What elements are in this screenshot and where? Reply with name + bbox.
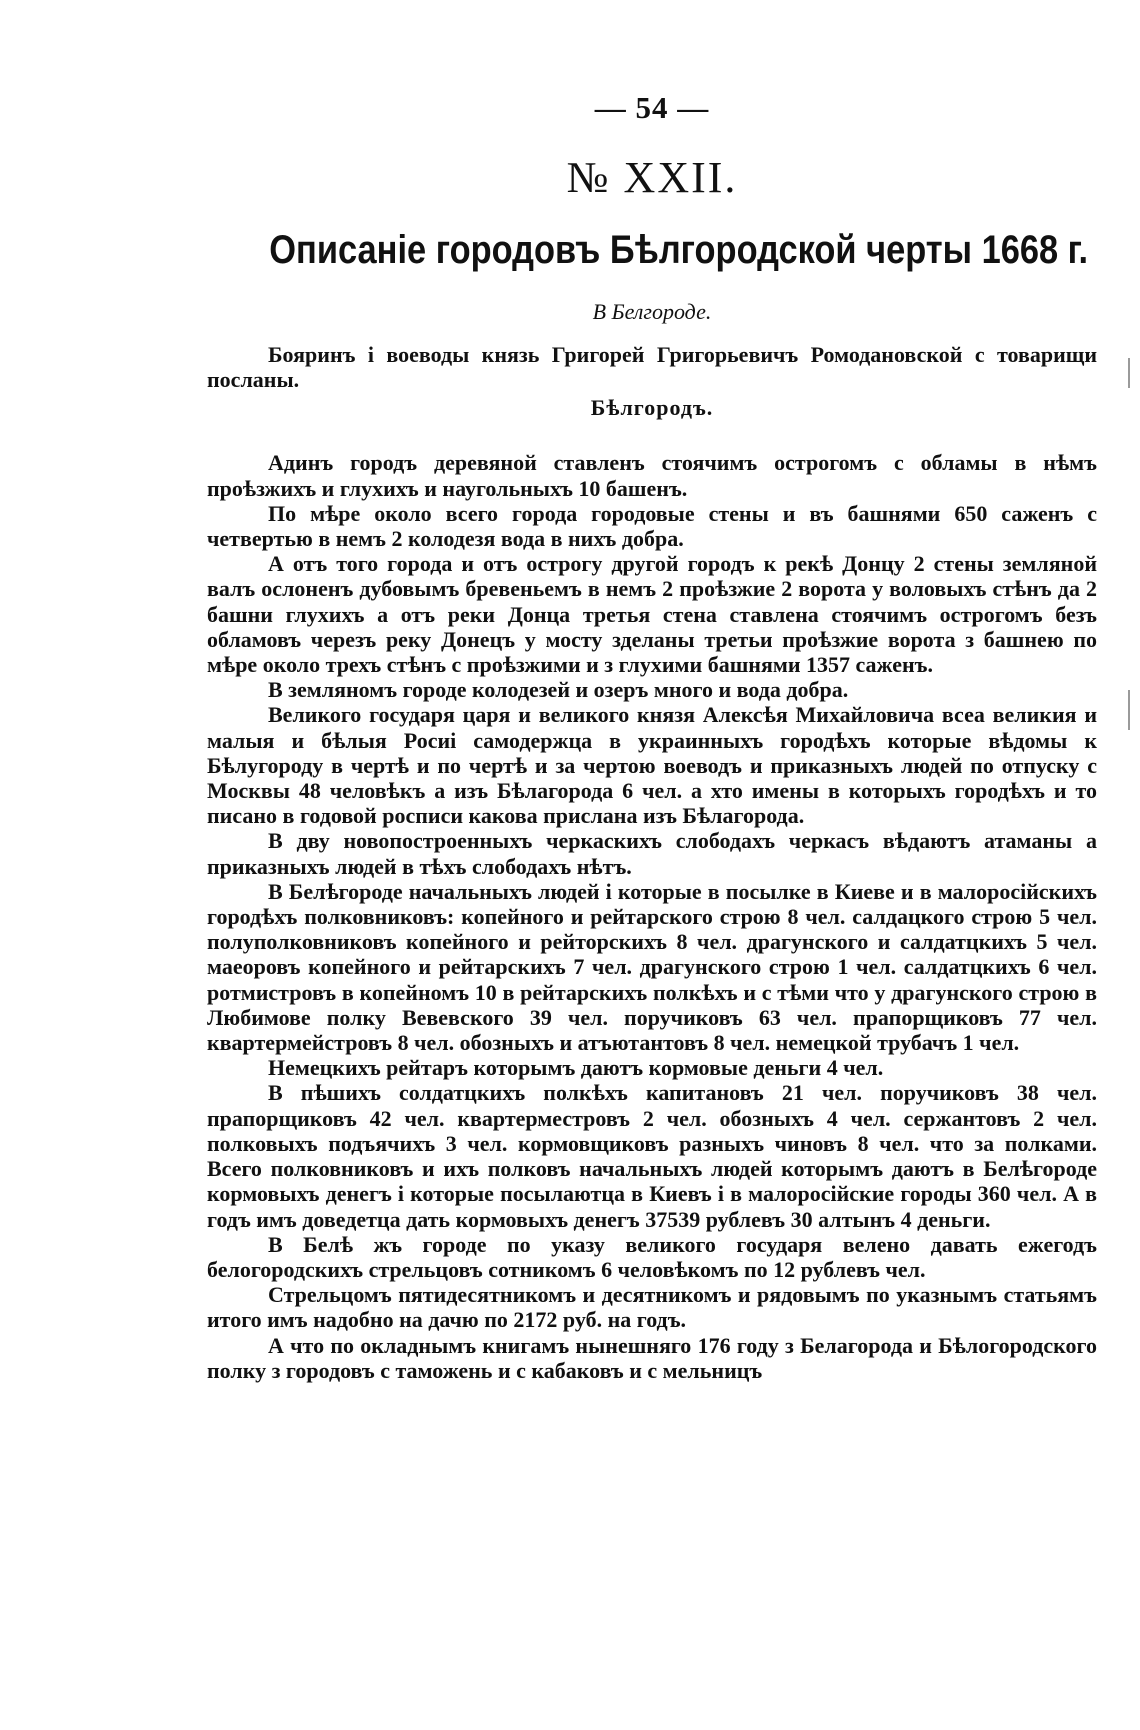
- paragraph: А отъ того города и отъ острогу другой городъ к рекѣ Донцу 2 стены земляной валъ ослоненъ дубовымъ бревеньемъ в немъ 2 проѣзжие 2 ворота у воловыхъ стѣнъ да 2 башни глухихъ а отъ реки Донца третья стена ставлена стоячимъ острогомъ безъ обламовъ черезъ реку Донецъ у мосту зделаны третьи проѣзжие ворота з башнею по мѣре около трехъ стѣнъ с проѣзжими и з глухими башнями 1357 саженъ.: [207, 551, 1097, 678]
- intro-paragraph: Бояринъ і воеводы князь Григорей Григорьевичъ Ромодановской с товарищи посланы.: [207, 342, 1097, 393]
- paragraph: В дву новопостроенныхъ черкаскихъ слободахъ черкасъ вѣдаютъ атаманы а приказныхъ людей в тѣхъ слободахъ нѣтъ.: [207, 828, 1097, 879]
- page-number: — 54 —: [594, 90, 710, 125]
- document-page: [207, 88, 1097, 1383]
- paragraph: В Белѣгороде начальныхъ людей і которые в посылке в Киеве и в малоросійскихъ городѣхъ полковниковъ: копейного и рейтарского строю 8 чел. салдацкого строю 5 чел. полуполковниковъ копейного и рейторскихъ 8 чел. драгунского и салдатцкихъ 5 чел. маеоровъ копейного и рейтарскихъ 7 чел. драгунского строю 1 чел. салдатцкихъ 6 чел. ротмистровъ в копейномъ 10 в рейтарскихъ полкѣхъ и с тѣми что у драгунского строю в Любимове полку Вевевского 39 чел. поручиковъ 63 чел. прапорщиковъ 77 чел. квартермейстровъ 8 чел. обозныхъ и атъютантовъ 8 чел. немецкой трубачъ 1 чел.: [207, 878, 1097, 1056]
- location-heading: В Белгороде.: [592, 299, 712, 324]
- scan-edge-mark: [1128, 690, 1130, 730]
- paragraph: По мѣре около всего города городовые стены и въ башнями 650 саженъ с четвертью в немъ 2 колодезя вода в нихъ добра.: [207, 500, 1097, 552]
- document-number: № XXII.: [566, 153, 738, 202]
- document-title: Описаніе городовъ Бѣлгородской черты 1668 г.: [269, 228, 1089, 272]
- paragraph: В пѣшихъ солдатцкихъ полкѣхъ капитановъ 21 чел. поручиковъ 38 чел. прапорщиковъ 42 чел. квартерместровъ 2 чел. обозныхъ 4 чел. сержантовъ 2 чел. полковыхъ подъячихъ 3 чел. кормовщиковъ разныхъ чиновъ 8 чел. что за полками. Всего полковниковъ и ихъ полковъ начальныхъ людей которымъ даютъ в Белѣгороде кормовыхъ денегъ і которые посылаютца в Киевъ і в малоросійские городы 360 чел. А в годъ имъ доведетца дать кормовыхъ денегъ 37539 рублевъ 30 алтынъ 4 деньги.: [207, 1080, 1097, 1232]
- paragraph: Немецкихъ рейтаръ которымъ даютъ кормовые деньги 4 чел.: [268, 1055, 884, 1081]
- section-subheading: Бѣлгородъ.: [590, 395, 714, 421]
- paragraph: Великого государя царя и великого князя Алексѣя Михайловича всеа великия и малыя и бѣлыя Росиі самодержца в украинныхъ городѣхъ которые вѣдомы к Бѣлугороду в чертѣ и по чертѣ и за чертою воеводъ и приказныхъ людей по отпуску с Москвы 48 человѣкъ а изъ Бѣлагорода 6 чел. а хто имены в которыхъ городѣхъ и то писано в годовой росписи какова прислана изъ Бѣлагорода.: [207, 702, 1097, 829]
- paragraph: Адинъ городъ деревяной ставленъ стоячимъ острогомъ с обламы в нѣмъ проѣзжихъ и глухихъ и наугольныхъ 10 башенъ.: [207, 450, 1097, 501]
- body-text: [207, 450, 1097, 1383]
- scan-edge-mark: [1128, 358, 1130, 388]
- paragraph: В земляномъ городе колодезей и озеръ много и вода добра.: [268, 677, 849, 703]
- paragraph: А что по окладнымъ книгамъ нынешняго 176 году з Белагорода и Бѣлогородского полку з городовъ с таможень и с кабаковъ и с мельницъ: [207, 1332, 1097, 1383]
- paragraph: Стрельцомъ пятидесятникомъ и десятникомъ и рядовымъ по указнымъ статьямъ итого имъ надобно на дачю по 2172 руб. на годъ.: [207, 1282, 1097, 1333]
- paragraph: В Белѣ жъ городе по указу великого государя велено давать ежегодъ белогородскихъ стрельцовъ сотникомъ 6 человѣкомъ по 12 рублевъ чел.: [207, 1231, 1097, 1282]
